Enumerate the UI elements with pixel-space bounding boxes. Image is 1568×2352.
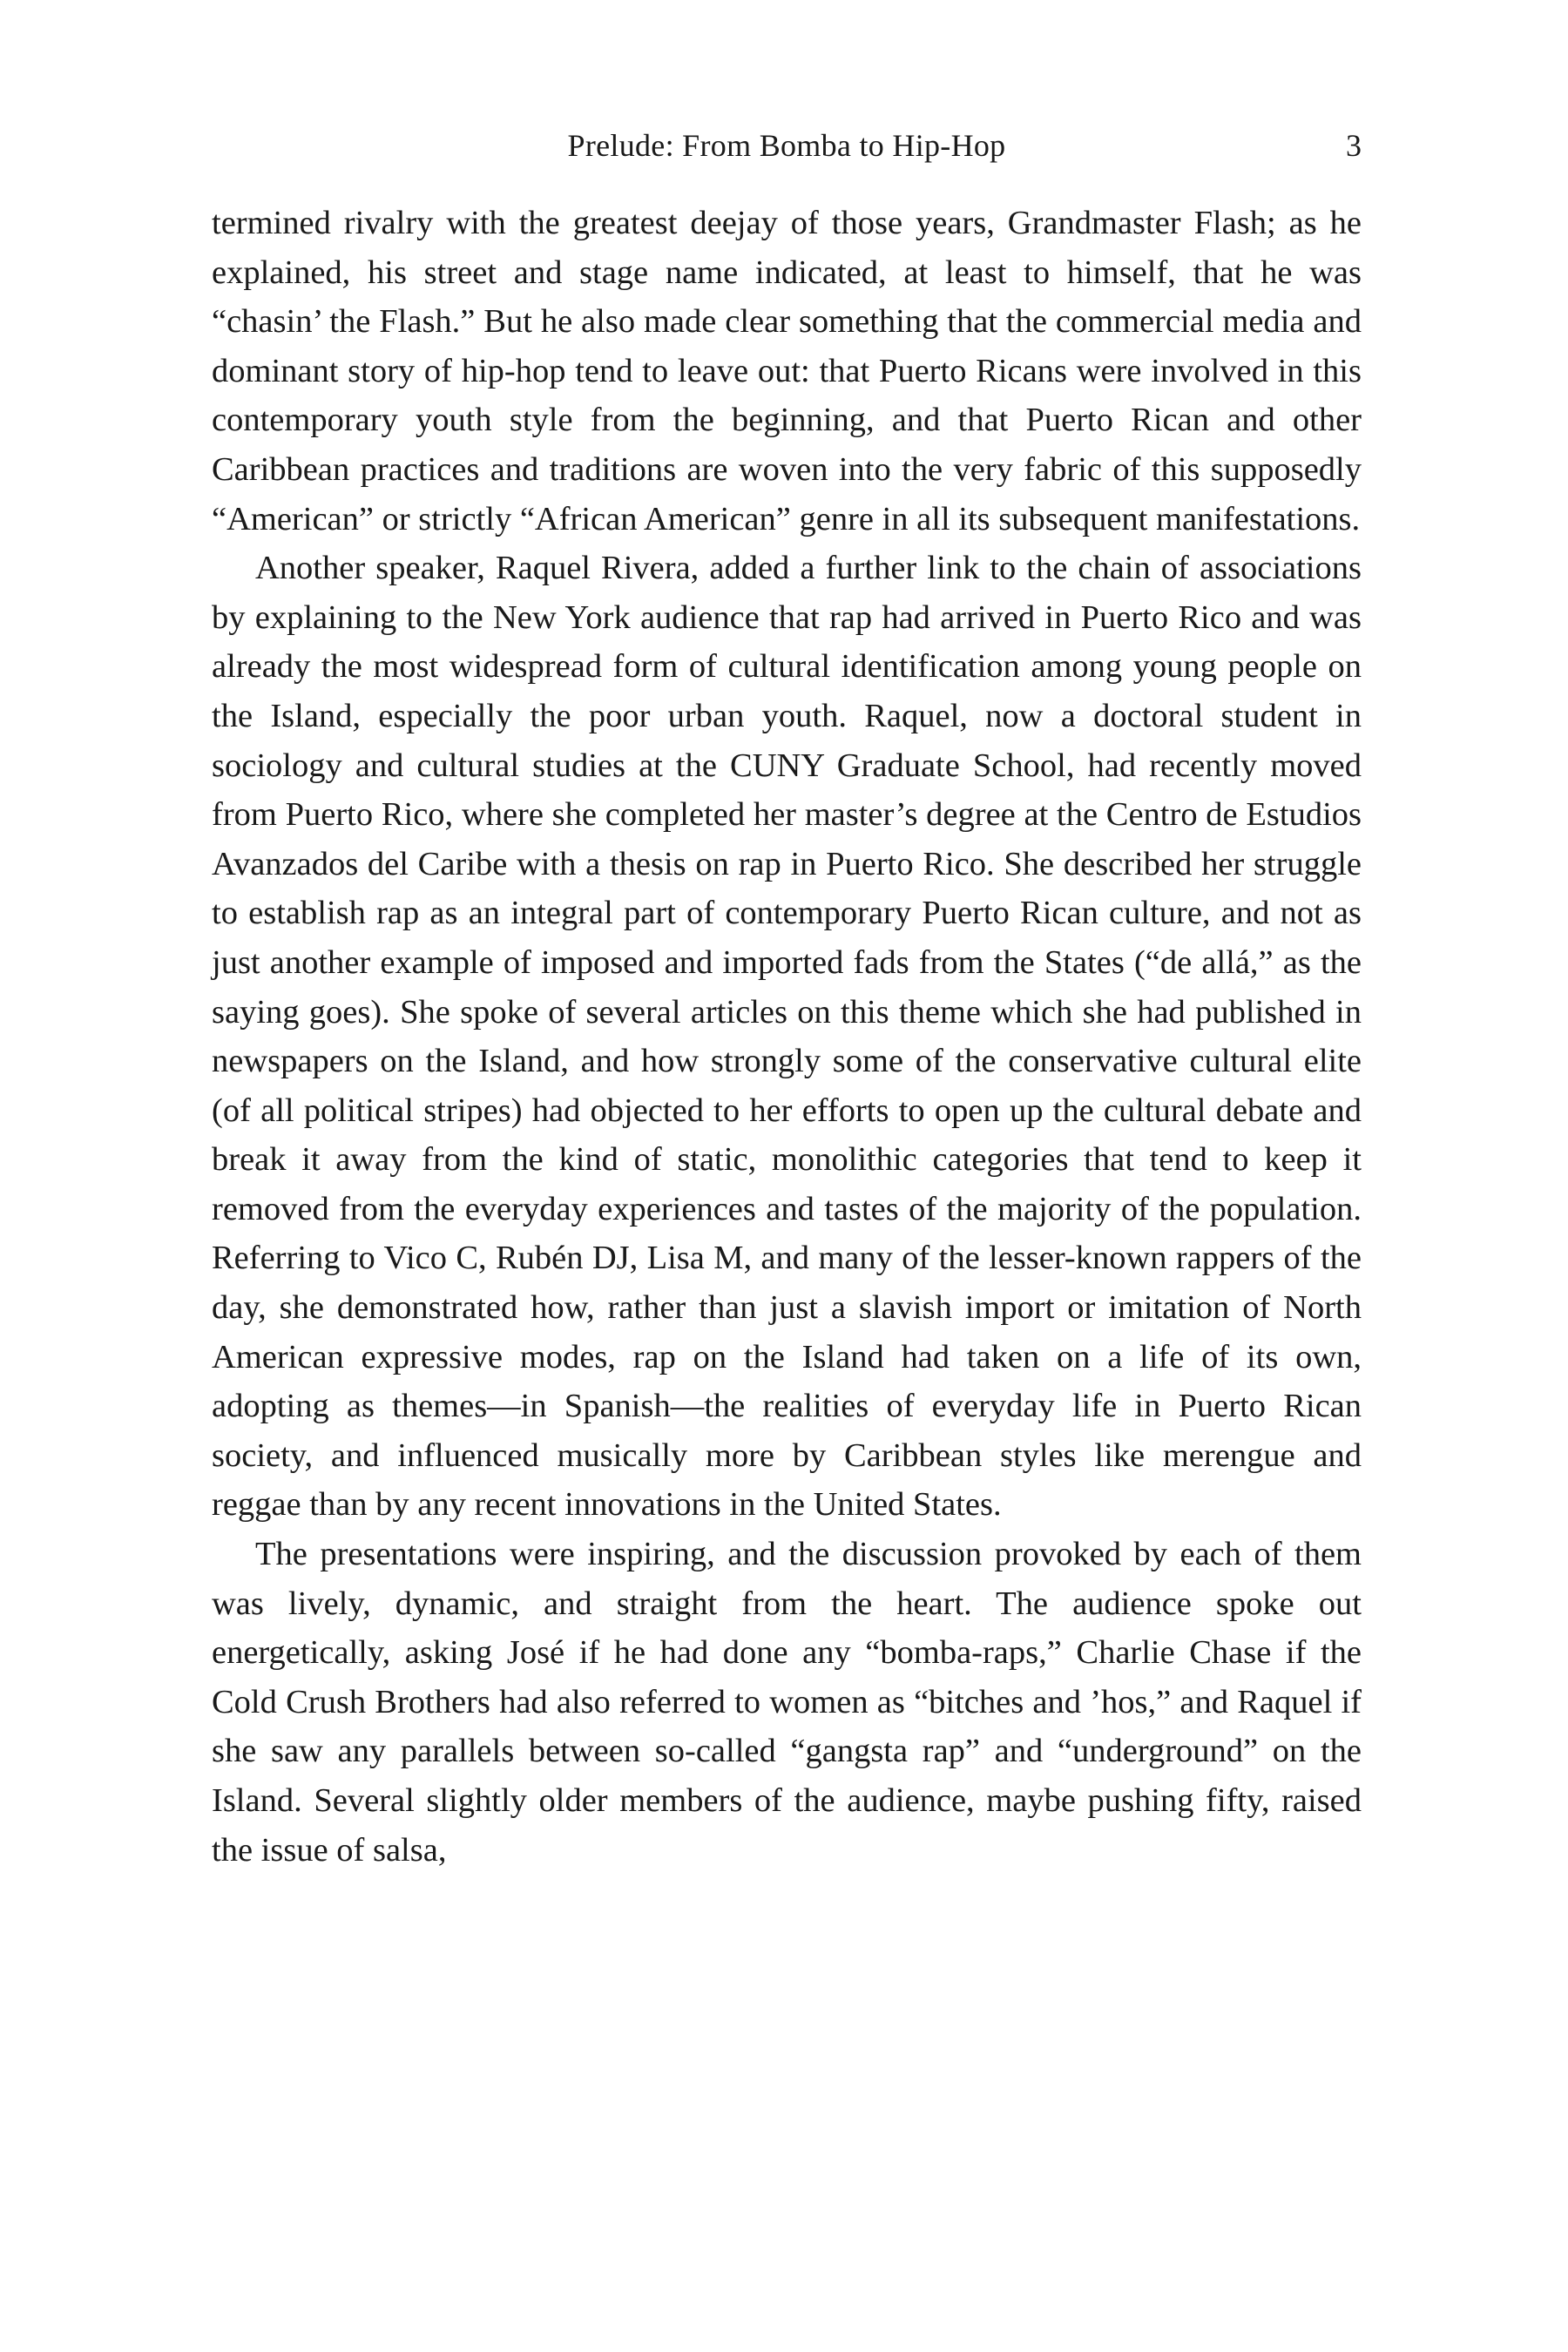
body-text [212, 199, 1362, 1875]
page-number: 3 [1346, 128, 1362, 163]
paragraph-presentations: The presentations were inspiring, and the discussion provoked by each of them was lively, dynamic, and straight from the heart. The audience spoke out energetically, asking José if he had done any “bomba-raps,” Charlie Chase if the Cold Crush Brothers had also referred to women as “bitches and ’hos,” and Raquel if she saw any parallels between so-called “gangsta rap” and “underground” on the Island. Several slightly older members of the audience, maybe pushing fifty, raised the issue of salsa, [212, 1536, 1362, 1869]
running-head-title: Prelude: From Bomba to Hip-Hop [567, 128, 1006, 163]
running-head [212, 124, 1362, 167]
paragraph-raquel-rivera: Another speaker, Raquel Rivera, added a further link to the chain of associations by explaining to the New York audience that rap had arrived in Puerto Rico and was already the most widespread form of cultural identification among young people on the Island, especially the poor urban youth. Raquel, now a doctoral student in sociology and cultural studies at the CUNY Graduate School, had recently moved from Puerto Rico, where she completed her master’s degree at the Centro de Estudios Avanzados del Caribe with a thesis on rap in Puerto Rico. She described her struggle to establish rap as an integral part of contemporary Puerto Rican culture, and not as just another example of imposed and imported fads from the States (“de allá,” as the saying goes). She spoke of several articles on this theme which she had published in newspapers on the Island, and how strongly some of the conservative cultural elite (of all political stripes) had objected to her efforts to open up the cultural debate and break it away from the kind of static, monolithic categories that tend to keep it removed from the everyday experiences and tastes of the majority of the population. Referring to Vico C, Rubén DJ, Lisa M, and many of the lesser-known rappers of the day, she demonstrated how, rather than just a slavish import or imitation of North American expressive modes, rap on the Island had taken on a life of its own, adopting as themes—in Spanish—the realities of everyday life in Puerto Rican society, and influenced musically more by Caribbean styles like merengue and reggae than by any recent innovations in the United States. [212, 550, 1362, 1524]
paragraph-continued: termined rivalry with the greatest deejay of those years, Grandmaster Flash; as he explained, his street and stage name indicated, at least to himself, that he was “chasin’ the Flash.” But he also made clear something that the commercial media and dominant story of hip-hop tend to leave out: that Puerto Ricans were involved in this contemporary youth style from the beginning, and that Puerto Rican and other Caribbean practices and traditions are woven into the very fabric of this supposedly “American” or strictly “African American” genre in all its subsequent manifestations. [212, 205, 1362, 537]
